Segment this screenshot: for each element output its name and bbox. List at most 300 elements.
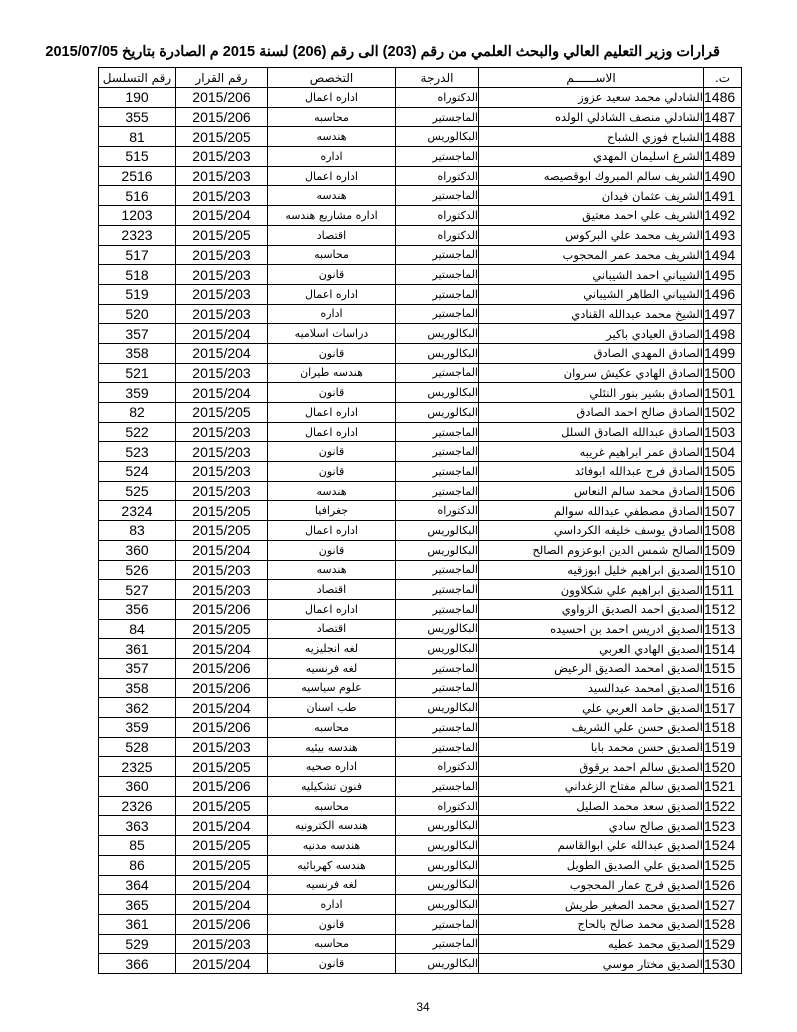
row-number-cell: 1521	[704, 777, 742, 797]
decision-number-cell: 2015/204	[176, 540, 268, 560]
degree-cell: البكالوريس	[396, 895, 479, 915]
specialty-cell: قانون	[268, 265, 396, 285]
row-number-cell: 1503	[704, 422, 742, 442]
serial-number-cell: 366	[99, 954, 176, 974]
person-name-cell: الصديق احمد الصديق الزواوي	[479, 599, 704, 619]
degree-cell: الدكتوراه	[396, 166, 479, 186]
serial-number-cell: 358	[99, 343, 176, 363]
row-number-cell: 1511	[704, 580, 742, 600]
specialty-cell: اداره اعمال	[268, 166, 396, 186]
serial-number-cell: 83	[99, 521, 176, 541]
header-degree: الدرجة	[396, 68, 479, 88]
row-number-cell: 1486	[704, 88, 742, 108]
table-row	[99, 875, 742, 895]
person-name-cell: الصادق عبدالله الصادق السلل	[479, 422, 704, 442]
table-row	[99, 245, 742, 265]
row-number-cell: 1493	[704, 225, 742, 245]
decision-number-cell: 2015/206	[176, 658, 268, 678]
table-row	[99, 540, 742, 560]
header-no: ت.	[704, 68, 742, 88]
table-row	[99, 777, 742, 797]
degree-cell: البكالوريس	[396, 875, 479, 895]
degree-cell: الماجستير	[396, 304, 479, 324]
person-name-cell: الصديق حسن محمد بابا	[479, 737, 704, 757]
serial-number-cell: 190	[99, 88, 176, 108]
row-number-cell: 1510	[704, 560, 742, 580]
table-row	[99, 363, 742, 383]
specialty-cell: اداره اعمال	[268, 403, 396, 423]
row-number-cell: 1514	[704, 639, 742, 659]
specialty-cell: هندسه بيئيه	[268, 737, 396, 757]
degree-cell: الماجستير	[396, 422, 479, 442]
specialty-cell: قانون	[268, 914, 396, 934]
degree-cell: الماجستير	[396, 934, 479, 954]
header-specialty: التخصص	[268, 68, 396, 88]
degree-cell: الدكتوراه	[396, 757, 479, 777]
specialty-cell: طب اسنان	[268, 698, 396, 718]
degree-cell: البكالوريس	[396, 521, 479, 541]
row-number-cell: 1496	[704, 284, 742, 304]
serial-number-cell: 360	[99, 540, 176, 560]
row-number-cell: 1494	[704, 245, 742, 265]
specialty-cell: اداره مشاريع هندسه	[268, 206, 396, 226]
serial-number-cell: 85	[99, 836, 176, 856]
degree-cell: الماجستير	[396, 658, 479, 678]
row-number-cell: 1517	[704, 698, 742, 718]
decision-number-cell: 2015/204	[176, 954, 268, 974]
serial-number-cell: 2326	[99, 796, 176, 816]
specialty-cell: فنون تشكيليه	[268, 777, 396, 797]
decision-number-cell: 2015/206	[176, 914, 268, 934]
person-name-cell: الصديق محمد صالح بالحاج	[479, 914, 704, 934]
decision-number-cell: 2015/204	[176, 895, 268, 915]
specialty-cell: اداره اعمال	[268, 422, 396, 442]
person-name-cell: الصديق علي الصديق الطويل	[479, 855, 704, 875]
serial-number-cell: 518	[99, 265, 176, 285]
person-name-cell: الصديق سالم احمد برقوق	[479, 757, 704, 777]
person-name-cell: الصديق ادريس احمد بن احسيده	[479, 619, 704, 639]
decision-number-cell: 2015/203	[176, 442, 268, 462]
table-row	[99, 186, 742, 206]
table-row	[99, 343, 742, 363]
degree-cell: الدكتوراه	[396, 88, 479, 108]
specialty-cell: اداره اعمال	[268, 599, 396, 619]
person-name-cell: الشريف محمد علي البركوس	[479, 225, 704, 245]
degree-cell: الماجستير	[396, 599, 479, 619]
degree-cell: البكالوريس	[396, 639, 479, 659]
table-row	[99, 107, 742, 127]
serial-number-cell: 2516	[99, 166, 176, 186]
specialty-cell: هندسه طيران	[268, 363, 396, 383]
table-row	[99, 658, 742, 678]
row-number-cell: 1530	[704, 954, 742, 974]
table-row	[99, 934, 742, 954]
degree-cell: الماجستير	[396, 678, 479, 698]
header-serial: رقم التسلسل	[99, 68, 176, 88]
decision-number-cell: 2015/206	[176, 777, 268, 797]
specialty-cell: محاسبه	[268, 245, 396, 265]
table-row	[99, 147, 742, 167]
serial-number-cell: 525	[99, 481, 176, 501]
degree-cell: الماجستير	[396, 718, 479, 738]
row-number-cell: 1489	[704, 147, 742, 167]
serial-number-cell: 517	[99, 245, 176, 265]
serial-number-cell: 526	[99, 560, 176, 580]
table-row	[99, 403, 742, 423]
specialty-cell: قانون	[268, 954, 396, 974]
person-name-cell: الصديق الهادي العربي	[479, 639, 704, 659]
table-row	[99, 88, 742, 108]
row-number-cell: 1506	[704, 481, 742, 501]
degree-cell: الماجستير	[396, 265, 479, 285]
serial-number-cell: 361	[99, 914, 176, 934]
serial-number-cell: 522	[99, 422, 176, 442]
decision-number-cell: 2015/205	[176, 403, 268, 423]
row-number-cell: 1492	[704, 206, 742, 226]
specialty-cell: لغه فرنسيه	[268, 658, 396, 678]
specialty-cell: اداره	[268, 895, 396, 915]
decision-number-cell: 2015/205	[176, 836, 268, 856]
page-number: 34	[416, 1000, 430, 1014]
person-name-cell: الشريف عثمان فيدان	[479, 186, 704, 206]
degree-cell: البكالوريس	[396, 343, 479, 363]
table-row	[99, 127, 742, 147]
degree-cell: الماجستير	[396, 481, 479, 501]
person-name-cell: الصديق حسن علي الشريف	[479, 718, 704, 738]
degree-cell: الماجستير	[396, 442, 479, 462]
decision-number-cell: 2015/203	[176, 245, 268, 265]
decision-number-cell: 2015/206	[176, 678, 268, 698]
person-name-cell: الصديق امحمد الصديق الرعيض	[479, 658, 704, 678]
degree-cell: الماجستير	[396, 580, 479, 600]
specialty-cell: هندسه	[268, 560, 396, 580]
person-name-cell: الصديق محمد الصغير طريش	[479, 895, 704, 915]
row-number-cell: 1526	[704, 875, 742, 895]
person-name-cell: الصادق يوسف خليفه الكرداسي	[479, 521, 704, 541]
specialty-cell: قانون	[268, 343, 396, 363]
table-row	[99, 206, 742, 226]
person-name-cell: الصديق مختار موسي	[479, 954, 704, 974]
row-number-cell: 1507	[704, 501, 742, 521]
serial-number-cell: 528	[99, 737, 176, 757]
decision-number-cell: 2015/204	[176, 698, 268, 718]
table-row	[99, 619, 742, 639]
decision-number-cell: 2015/203	[176, 560, 268, 580]
specialty-cell: لغه فرنسيه	[268, 875, 396, 895]
person-name-cell: الصديق فرج عمار المحجوب	[479, 875, 704, 895]
row-number-cell: 1518	[704, 718, 742, 738]
row-number-cell: 1516	[704, 678, 742, 698]
table-row	[99, 225, 742, 245]
table-row	[99, 304, 742, 324]
decision-number-cell: 2015/204	[176, 206, 268, 226]
decision-number-cell: 2015/203	[176, 186, 268, 206]
degree-cell: البكالوريس	[396, 540, 479, 560]
serial-number-cell: 364	[99, 875, 176, 895]
table-row	[99, 914, 742, 934]
degree-cell: الماجستير	[396, 914, 479, 934]
person-name-cell: الصديق ابراهيم علي شكلاوون	[479, 580, 704, 600]
decision-number-cell: 2015/203	[176, 304, 268, 324]
specialty-cell: محاسبه	[268, 934, 396, 954]
specialty-cell: قانون	[268, 442, 396, 462]
specialty-cell: محاسبه	[268, 796, 396, 816]
serial-number-cell: 2325	[99, 757, 176, 777]
row-number-cell: 1501	[704, 383, 742, 403]
table-row	[99, 639, 742, 659]
serial-number-cell: 362	[99, 698, 176, 718]
table-row	[99, 501, 742, 521]
serial-number-cell: 515	[99, 147, 176, 167]
decision-number-cell: 2015/205	[176, 127, 268, 147]
person-name-cell: الشريف علي احمد معتيق	[479, 206, 704, 226]
person-name-cell: الصادق بشير بنور النئلي	[479, 383, 704, 403]
person-name-cell: الشريف سالم المبروك ابوقصيصه	[479, 166, 704, 186]
degree-cell: الماجستير	[396, 245, 479, 265]
person-name-cell: الصادق الهادي عكيش سروان	[479, 363, 704, 383]
person-name-cell: الصديق سعد محمد الصليل	[479, 796, 704, 816]
serial-number-cell: 1203	[99, 206, 176, 226]
row-number-cell: 1515	[704, 658, 742, 678]
degree-cell: الماجستير	[396, 107, 479, 127]
table-row	[99, 442, 742, 462]
decision-number-cell: 2015/206	[176, 599, 268, 619]
table-row	[99, 560, 742, 580]
table-row	[99, 383, 742, 403]
person-name-cell: الشريف محمد عمر المحجوب	[479, 245, 704, 265]
person-name-cell: الشيباني احمد الشيباني	[479, 265, 704, 285]
document-title: قرارات وزير التعليم العالي والبحث العلمي من رقم (203) الى رقم (206) لسنة 2015 م الصادرة بتاريخ 2015/07/05	[45, 44, 720, 60]
person-name-cell: الصالح شمس الدين ابوعزوم الصالح	[479, 540, 704, 560]
decision-number-cell: 2015/203	[176, 147, 268, 167]
serial-number-cell: 2323	[99, 225, 176, 245]
degree-cell: البكالوريس	[396, 383, 479, 403]
decision-number-cell: 2015/203	[176, 422, 268, 442]
person-name-cell: الصديق ابراهيم خليل ابوزقيه	[479, 560, 704, 580]
decision-number-cell: 2015/203	[176, 580, 268, 600]
decision-number-cell: 2015/204	[176, 639, 268, 659]
degree-cell: البكالوريس	[396, 698, 479, 718]
row-number-cell: 1520	[704, 757, 742, 777]
row-number-cell: 1500	[704, 363, 742, 383]
row-number-cell: 1529	[704, 934, 742, 954]
table-row	[99, 599, 742, 619]
table-row	[99, 698, 742, 718]
degree-cell: البكالوريس	[396, 836, 479, 856]
table-row	[99, 462, 742, 482]
table-row	[99, 895, 742, 915]
decision-number-cell: 2015/204	[176, 383, 268, 403]
row-number-cell: 1522	[704, 796, 742, 816]
degree-cell: البكالوريس	[396, 324, 479, 344]
specialty-cell: محاسبه	[268, 107, 396, 127]
decision-number-cell: 2015/205	[176, 757, 268, 777]
degree-cell: الماجستير	[396, 147, 479, 167]
row-number-cell: 1491	[704, 186, 742, 206]
degree-cell: الدكتوراه	[396, 501, 479, 521]
serial-number-cell: 81	[99, 127, 176, 147]
table-header-row	[99, 68, 742, 88]
row-number-cell: 1508	[704, 521, 742, 541]
row-number-cell: 1523	[704, 816, 742, 836]
specialty-cell: قانون	[268, 540, 396, 560]
serial-number-cell: 84	[99, 619, 176, 639]
person-name-cell: الشادلي محمد سعيد عزوز	[479, 88, 704, 108]
specialty-cell: هندسه كهربائيه	[268, 855, 396, 875]
degree-cell: الماجستير	[396, 737, 479, 757]
decision-number-cell: 2015/203	[176, 481, 268, 501]
serial-number-cell: 365	[99, 895, 176, 915]
serial-number-cell: 520	[99, 304, 176, 324]
specialty-cell: اداره	[268, 304, 396, 324]
person-name-cell: الشيباني الطاهر الشيباني	[479, 284, 704, 304]
serial-number-cell: 356	[99, 599, 176, 619]
decision-number-cell: 2015/203	[176, 934, 268, 954]
degree-cell: البكالوريس	[396, 816, 479, 836]
table-row	[99, 481, 742, 501]
table-row	[99, 580, 742, 600]
person-name-cell: الصادق محمد سالم النعاس	[479, 481, 704, 501]
serial-number-cell: 82	[99, 403, 176, 423]
specialty-cell: محاسبه	[268, 718, 396, 738]
decision-number-cell: 2015/205	[176, 501, 268, 521]
row-number-cell: 1488	[704, 127, 742, 147]
decision-number-cell: 2015/204	[176, 875, 268, 895]
decision-number-cell: 2015/205	[176, 521, 268, 541]
degree-cell: الماجستير	[396, 777, 479, 797]
degree-cell: الماجستير	[396, 560, 479, 580]
row-number-cell: 1512	[704, 599, 742, 619]
degree-cell: الماجستير	[396, 462, 479, 482]
decision-number-cell: 2015/205	[176, 225, 268, 245]
table-row	[99, 836, 742, 856]
specialty-cell: دراسات اسلاميه	[268, 324, 396, 344]
table-row	[99, 855, 742, 875]
specialty-cell: اداره اعمال	[268, 88, 396, 108]
row-number-cell: 1502	[704, 403, 742, 423]
person-name-cell: الصادق صالح احمد الصادق	[479, 403, 704, 423]
person-name-cell: الشرع اسليمان المهدي	[479, 147, 704, 167]
person-name-cell: الشباح فوزي الشباح	[479, 127, 704, 147]
person-name-cell: الصادق فرج عبدالله ابوفائد	[479, 462, 704, 482]
decision-number-cell: 2015/204	[176, 324, 268, 344]
row-number-cell: 1487	[704, 107, 742, 127]
degree-cell: البكالوريس	[396, 855, 479, 875]
specialty-cell: لغه انجليزيه	[268, 639, 396, 659]
serial-number-cell: 359	[99, 718, 176, 738]
serial-number-cell: 519	[99, 284, 176, 304]
serial-number-cell: 86	[99, 855, 176, 875]
serial-number-cell: 521	[99, 363, 176, 383]
decision-number-cell: 2015/206	[176, 88, 268, 108]
specialty-cell: هندسه	[268, 481, 396, 501]
person-name-cell: الصديق امحمد عبدالسيد	[479, 678, 704, 698]
specialty-cell: هندسه مدنيه	[268, 836, 396, 856]
row-number-cell: 1498	[704, 324, 742, 344]
header-name: الاســــــم	[479, 68, 704, 88]
specialty-cell: هندسه الكترونيه	[268, 816, 396, 836]
specialty-cell: اداره اعمال	[268, 521, 396, 541]
specialty-cell: اداره اعمال	[268, 284, 396, 304]
row-number-cell: 1527	[704, 895, 742, 915]
row-number-cell: 1509	[704, 540, 742, 560]
serial-number-cell: 2324	[99, 501, 176, 521]
decision-number-cell: 2015/206	[176, 718, 268, 738]
decision-number-cell: 2015/204	[176, 343, 268, 363]
serial-number-cell: 516	[99, 186, 176, 206]
person-name-cell: الصديق حامد العربي علي	[479, 698, 704, 718]
serial-number-cell: 524	[99, 462, 176, 482]
decision-number-cell: 2015/206	[176, 107, 268, 127]
specialty-cell: هندسه	[268, 186, 396, 206]
person-name-cell: الصادق مصطفي عبدالله سوالم	[479, 501, 704, 521]
table-row	[99, 265, 742, 285]
serial-number-cell: 523	[99, 442, 176, 462]
specialty-cell: اداره صحيه	[268, 757, 396, 777]
table-row	[99, 796, 742, 816]
decision-number-cell: 2015/203	[176, 166, 268, 186]
degree-cell: البكالوريس	[396, 403, 479, 423]
person-name-cell: الصديق محمد عطيه	[479, 934, 704, 954]
person-name-cell: الصادق المهدي الصادق	[479, 343, 704, 363]
decision-number-cell: 2015/203	[176, 284, 268, 304]
person-name-cell: الشيخ محمد عبدالله القنادي	[479, 304, 704, 324]
table-row	[99, 757, 742, 777]
specialty-cell: جغرافيا	[268, 501, 396, 521]
person-name-cell: الصادق عمر ابراهيم غريبه	[479, 442, 704, 462]
serial-number-cell: 357	[99, 658, 176, 678]
degree-cell: الماجستير	[396, 284, 479, 304]
row-number-cell: 1505	[704, 462, 742, 482]
row-number-cell: 1513	[704, 619, 742, 639]
decision-number-cell: 2015/203	[176, 265, 268, 285]
serial-number-cell: 360	[99, 777, 176, 797]
serial-number-cell: 527	[99, 580, 176, 600]
table-row	[99, 422, 742, 442]
table-row	[99, 678, 742, 698]
decision-number-cell: 2015/205	[176, 619, 268, 639]
serial-number-cell: 355	[99, 107, 176, 127]
degree-cell: الدكتوراه	[396, 225, 479, 245]
person-name-cell: الصديق سالم مفتاح الزغداني	[479, 777, 704, 797]
decision-number-cell: 2015/203	[176, 462, 268, 482]
degree-cell: البكالوريس	[396, 954, 479, 974]
specialty-cell: اقتصاد	[268, 580, 396, 600]
person-name-cell: الشادلي منصف الشادلي الولده	[479, 107, 704, 127]
table-row	[99, 816, 742, 836]
person-name-cell: الصديق صالح سادي	[479, 816, 704, 836]
degree-cell: البكالوريس	[396, 127, 479, 147]
specialty-cell: علوم سياسيه	[268, 678, 396, 698]
decisions-table	[98, 67, 742, 974]
serial-number-cell: 359	[99, 383, 176, 403]
table-row	[99, 521, 742, 541]
table-row	[99, 324, 742, 344]
header-decision: رقم القرار	[176, 68, 268, 88]
table-row	[99, 954, 742, 974]
row-number-cell: 1528	[704, 914, 742, 934]
row-number-cell: 1504	[704, 442, 742, 462]
specialty-cell: اداره	[268, 147, 396, 167]
row-number-cell: 1490	[704, 166, 742, 186]
row-number-cell: 1524	[704, 836, 742, 856]
specialty-cell: اقتصاد	[268, 225, 396, 245]
table-row	[99, 737, 742, 757]
serial-number-cell: 363	[99, 816, 176, 836]
person-name-cell: الصديق عبدالله علي ابوالقاسم	[479, 836, 704, 856]
decision-number-cell: 2015/203	[176, 737, 268, 757]
row-number-cell: 1499	[704, 343, 742, 363]
